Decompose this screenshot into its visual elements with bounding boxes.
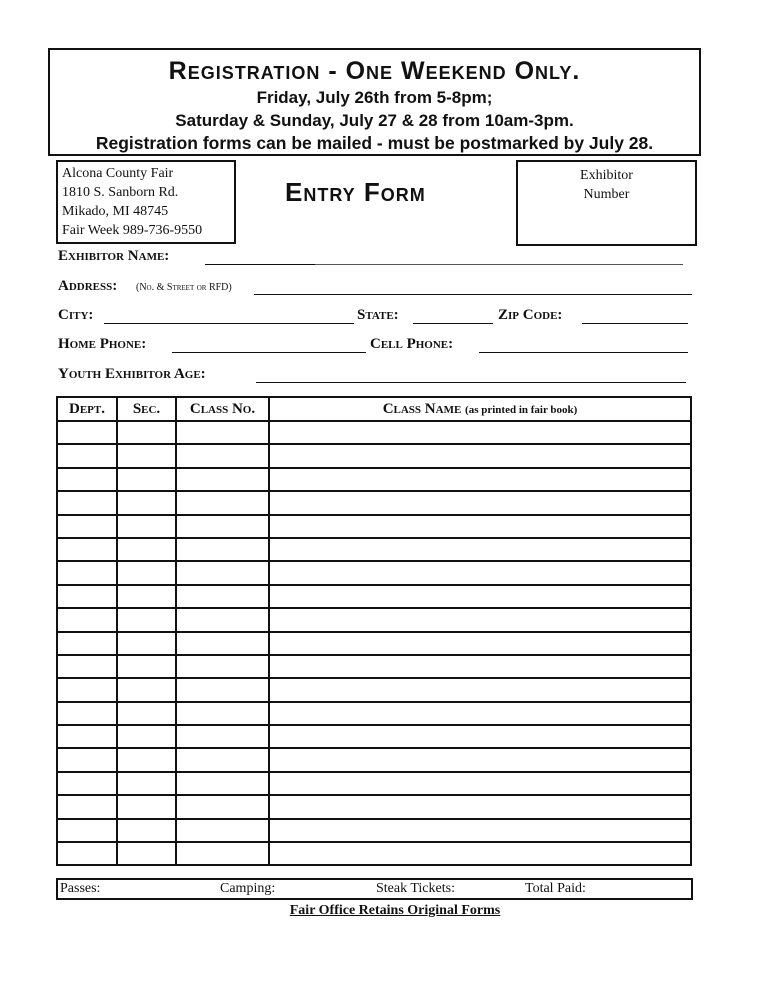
class-name-cell[interactable] (269, 702, 691, 725)
class-name-cell[interactable] (269, 491, 691, 514)
class-name-cell[interactable] (269, 585, 691, 608)
class-name-cell[interactable] (269, 678, 691, 701)
sec-cell[interactable] (117, 538, 176, 561)
table-row (57, 795, 691, 818)
registration-friday-hours: Friday, July 26th from 5-8pm; (256, 88, 493, 107)
table-row (57, 655, 691, 678)
table-row (57, 468, 691, 491)
class-no-cell[interactable] (176, 632, 269, 655)
sec-cell[interactable] (117, 702, 176, 725)
class-name-cell[interactable] (269, 748, 691, 771)
table-row (57, 772, 691, 795)
city-state-zip-row (58, 307, 692, 329)
exhibitor-number-label-1: Exhibitor (580, 168, 633, 183)
dept-cell[interactable] (57, 655, 117, 678)
class-name-cell[interactable] (269, 421, 691, 444)
class-name-cell[interactable] (269, 515, 691, 538)
youth-age-row (58, 366, 692, 388)
table-row (57, 585, 691, 608)
dept-cell[interactable] (57, 608, 117, 631)
exhibitor-number-box[interactable] (516, 160, 697, 246)
class-no-cell[interactable] (176, 748, 269, 771)
class-name-cell[interactable] (269, 468, 691, 491)
sec-cell[interactable] (117, 585, 176, 608)
exhibitor-name-label: Exhibitor Name: (58, 248, 170, 264)
dept-cell[interactable] (57, 748, 117, 771)
class-name-cell[interactable] (269, 842, 691, 865)
address-row (58, 278, 692, 300)
fair-name: Alcona County Fair (62, 166, 174, 181)
class-no-cell[interactable] (176, 819, 269, 842)
cell-phone-line[interactable] (479, 352, 688, 353)
city-line[interactable] (104, 323, 354, 324)
class-name-cell[interactable] (269, 632, 691, 655)
table-row (57, 819, 691, 842)
sec-cell[interactable] (117, 468, 176, 491)
class-no-cell[interactable] (176, 725, 269, 748)
retain-note: Fair Office Retains Original Forms (289, 903, 501, 918)
dept-cell[interactable] (57, 515, 117, 538)
class-name-cell[interactable] (269, 772, 691, 795)
exhibitor-number-label-2: Number (583, 187, 630, 202)
table-row (57, 702, 691, 725)
sec-cell[interactable] (117, 725, 176, 748)
class-no-cell[interactable] (176, 468, 269, 491)
dept-column-header: Dept. (57, 397, 117, 421)
sec-cell[interactable] (117, 491, 176, 514)
exhibitor-name-line-b[interactable] (315, 264, 683, 265)
dept-cell[interactable] (57, 561, 117, 584)
registration-title: Registration - One Weekend Only. (168, 57, 581, 85)
camping-label: Camping: (220, 881, 276, 896)
class-no-cell[interactable] (176, 585, 269, 608)
sec-cell[interactable] (117, 842, 176, 865)
exhibitor-name-line-a[interactable] (205, 264, 315, 265)
class-no-cell[interactable] (176, 561, 269, 584)
class-no-cell[interactable] (176, 655, 269, 678)
table-row (57, 608, 691, 631)
table-row (57, 725, 691, 748)
dept-cell[interactable] (57, 795, 117, 818)
sec-cell[interactable] (117, 655, 176, 678)
class-no-cell[interactable] (176, 515, 269, 538)
form-title: Entry Form (285, 177, 426, 207)
class-name-cell[interactable] (269, 608, 691, 631)
entries-body (57, 421, 691, 865)
total-paid-label: Total Paid: (525, 881, 586, 896)
table-row (57, 842, 691, 865)
table-row (57, 444, 691, 467)
state-label: State: (357, 307, 399, 323)
class-no-cell[interactable] (176, 444, 269, 467)
dept-cell[interactable] (57, 491, 117, 514)
dept-cell[interactable] (57, 632, 117, 655)
dept-cell[interactable] (57, 585, 117, 608)
dept-cell[interactable] (57, 468, 117, 491)
class-no-column-header: Class No. (176, 397, 269, 421)
table-row (57, 421, 691, 444)
city-label: City: (58, 307, 94, 323)
dept-cell[interactable] (57, 725, 117, 748)
sec-cell[interactable] (117, 819, 176, 842)
passes-label: Passes: (60, 881, 101, 896)
sec-cell[interactable] (117, 515, 176, 538)
class-name-cell[interactable] (269, 725, 691, 748)
dept-cell[interactable] (57, 702, 117, 725)
address-label: Address: (58, 278, 118, 294)
dept-cell[interactable] (57, 842, 117, 865)
sec-cell[interactable] (117, 772, 176, 795)
class-name-cell[interactable] (269, 655, 691, 678)
totals-box (56, 878, 693, 900)
class-name-cell[interactable] (269, 795, 691, 818)
sec-cell[interactable] (117, 748, 176, 771)
sec-cell[interactable] (117, 561, 176, 584)
table-row (57, 561, 691, 584)
table-row (57, 538, 691, 561)
class-name-column-header (269, 397, 691, 421)
fair-city: Mikado, MI 48745 (62, 204, 169, 219)
sec-cell[interactable] (117, 795, 176, 818)
zip-label: Zip Code: (498, 307, 563, 323)
class-no-cell[interactable] (176, 491, 269, 514)
cell-phone-label: Cell Phone: (370, 336, 454, 352)
registration-header (48, 48, 701, 156)
youth-age-line[interactable] (256, 382, 686, 383)
registration-weekend-hours: Saturday & Sunday, July 27 & 28 from 10am-3pm. (175, 111, 574, 130)
class-no-cell[interactable] (176, 842, 269, 865)
class-name-header-note: (as printed in fair book) (465, 403, 578, 416)
entries-table (56, 396, 692, 866)
class-name-cell[interactable] (269, 538, 691, 561)
table-row (57, 632, 691, 655)
sec-cell[interactable] (117, 421, 176, 444)
dept-cell[interactable] (57, 772, 117, 795)
home-phone-line[interactable] (172, 352, 366, 353)
entries-header-row (57, 397, 691, 421)
state-line[interactable] (413, 323, 493, 324)
home-phone-label: Home Phone: (58, 336, 147, 352)
table-row (57, 748, 691, 771)
table-row (57, 515, 691, 538)
fair-street: 1810 S. Sanborn Rd. (62, 185, 179, 200)
sec-cell[interactable] (117, 632, 176, 655)
table-row (57, 491, 691, 514)
youth-age-label: Youth Exhibitor Age: (58, 366, 206, 382)
dept-cell[interactable] (57, 444, 117, 467)
sec-cell[interactable] (117, 678, 176, 701)
class-name-header-label: Class Name (382, 400, 462, 417)
dept-cell[interactable] (57, 678, 117, 701)
phone-row (58, 336, 692, 358)
sec-column-header: Sec. (117, 397, 176, 421)
class-name-cell[interactable] (269, 444, 691, 467)
table-row (57, 678, 691, 701)
class-no-cell[interactable] (176, 421, 269, 444)
dept-cell[interactable] (57, 421, 117, 444)
address-note: (No. & Street or RFD) (136, 282, 232, 293)
class-no-cell[interactable] (176, 772, 269, 795)
address-line[interactable] (254, 294, 692, 295)
sec-cell[interactable] (117, 444, 176, 467)
exhibitor-name-row (58, 248, 688, 270)
class-no-cell[interactable] (176, 678, 269, 701)
sec-cell[interactable] (117, 608, 176, 631)
steak-tickets-label: Steak Tickets: (376, 881, 455, 896)
fair-phone: Fair Week 989-736-9550 (62, 223, 203, 238)
fair-address-box (56, 160, 236, 244)
class-no-cell[interactable] (176, 538, 269, 561)
class-no-cell[interactable] (176, 608, 269, 631)
registration-mail-note: Registration forms can be mailed - must be postmarked by July 28. (95, 133, 654, 153)
dept-cell[interactable] (57, 538, 117, 561)
class-name-cell[interactable] (269, 561, 691, 584)
class-no-cell[interactable] (176, 795, 269, 818)
class-name-cell[interactable] (269, 819, 691, 842)
dept-cell[interactable] (57, 819, 117, 842)
class-no-cell[interactable] (176, 702, 269, 725)
zip-line[interactable] (582, 323, 688, 324)
